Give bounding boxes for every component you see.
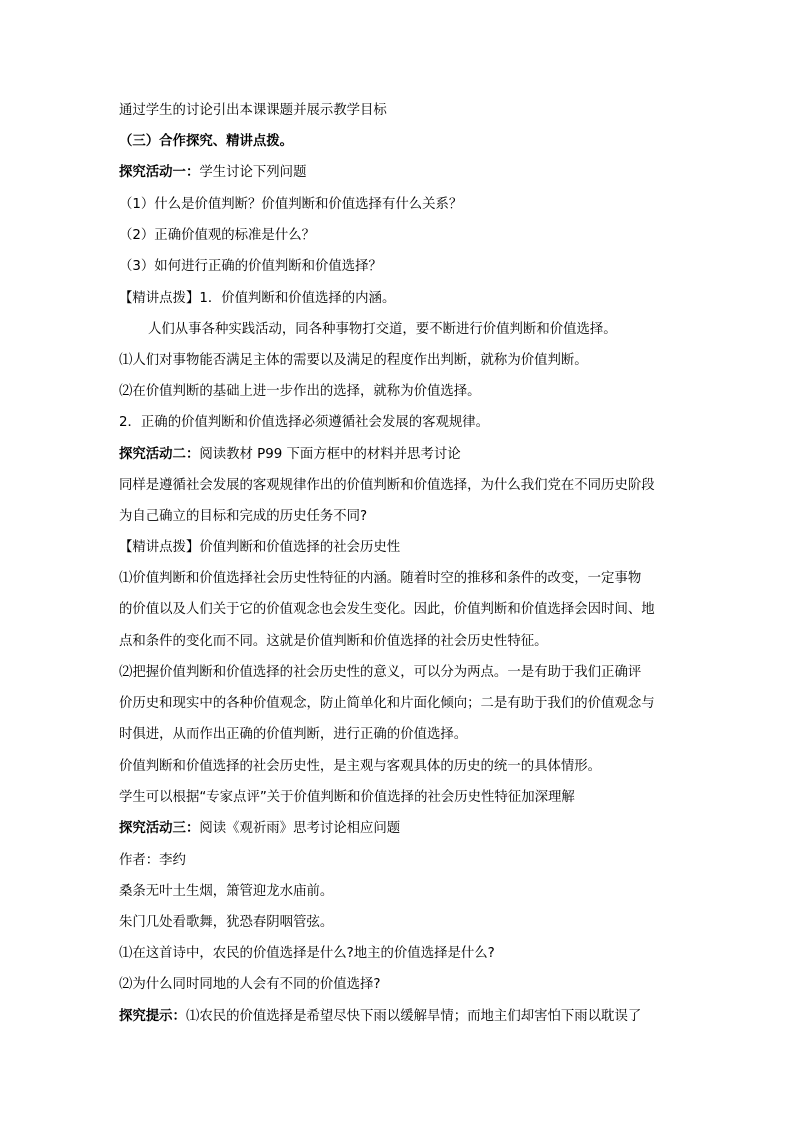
paragraph: 人们从事各种实践活动，同各种事物打交道，要不断进行价值判断和价值选择。 — [148, 322, 617, 337]
activity-label: 探究活动三： — [119, 821, 200, 836]
paragraph: 价值判断和价值选择的社会历史性，是主观与客观具体的历史的统一的具体情形。 — [119, 759, 602, 774]
activity-two-heading — [119, 445, 679, 465]
paragraph: 点和条件的变化而不同。这就是价值判断和价值选择的社会历史性特征。 — [119, 634, 548, 649]
activity-three-heading — [119, 819, 679, 839]
explanation-heading: 【精讲点拨】价值判断和价值选择的社会历史性 — [119, 540, 401, 555]
paragraph: ⑴人们对事物能否满足主体的需要以及满足的程度作出判断，就称为价值判断。 — [119, 353, 588, 368]
poem-author: 作者：李约 — [119, 853, 186, 868]
poem-line: 朱门几处看歌舞，犹恐春阴咽管弦。 — [119, 915, 334, 930]
paragraph: 为自己确立的目标和完成的历史任务不同? — [119, 509, 368, 524]
question-item: ⑵为什么同时同地的人会有不同的价值选择? — [119, 977, 381, 992]
paragraph: 通过学生的讨论引出本课课题并展示教学目标 — [119, 103, 387, 118]
hint-label: 探究提示： — [119, 1009, 186, 1024]
explanation-heading: 【精讲点拨】1．价值判断和价值选择的内涵。 — [119, 291, 396, 306]
poem-line: 桑条无叶土生烟，箫管迎龙水庙前。 — [119, 884, 334, 899]
hint-text: ⑴农民的价值选择是希望尽快下雨以缓解旱情；而地主们却害怕下雨以耽误了 — [185, 1009, 642, 1024]
activity-text: 阅读《观祈雨》思考讨论相应问题 — [199, 821, 401, 836]
section-heading: （三）合作探究、精讲点拨。 — [119, 134, 294, 149]
paragraph: 同样是遵循社会发展的客观规律作出的价值判断和价值选择，为什么我们党在不同历史阶段 — [119, 478, 655, 493]
paragraph: 的价值以及人们关于它的价值观念也会发生变化。因此，价值判断和价值选择会因时间、地 — [119, 602, 655, 617]
activity-one-heading — [119, 163, 679, 183]
activity-label: 探究活动二： — [119, 447, 200, 462]
question-item: （1）什么是价值判断？价值判断和价值选择有什么关系？ — [119, 197, 463, 212]
question-item: ⑴在这首诗中，农民的价值选择是什么?地主的价值选择是什么? — [119, 946, 495, 961]
paragraph: 时俱进，从而作出正确的价值判断，进行正确的价值选择。 — [119, 727, 468, 742]
paragraph: ⑵在价值判断的基础上进一步作出的选择，就称为价值选择。 — [119, 384, 481, 399]
paragraph: ⑴价值判断和价值选择社会历史性特征的内涵。随着时空的推移和条件的改变，一定事物 — [119, 571, 642, 586]
paragraph: 价历史和现实中的各种价值观念，防止简单化和片面化倾向；二是有助于我们的价值观念与 — [119, 696, 655, 711]
paragraph: 学生可以根据“专家点评”关于价值判断和价值选择的社会历史性特征加深理解 — [119, 790, 575, 805]
hint-paragraph — [119, 1007, 679, 1027]
paragraph: 2．正确的价值判断和价值选择必须遵循社会发展的客观规律。 — [119, 415, 490, 430]
question-item: （2）正确价值观的标准是什么？ — [119, 228, 315, 243]
activity-label: 探究活动一： — [119, 165, 200, 180]
paragraph: ⑵把握价值判断和价值选择的社会历史性的意义，可以分为两点。一是有助于我们正确评 — [119, 665, 642, 680]
activity-text: 学生讨论下列问题 — [199, 165, 307, 180]
activity-text: 阅读教材 P99 下面方框中的材料并思考讨论 — [199, 447, 461, 462]
question-item: （3）如何进行正确的价值判断和价值选择？ — [119, 259, 382, 274]
